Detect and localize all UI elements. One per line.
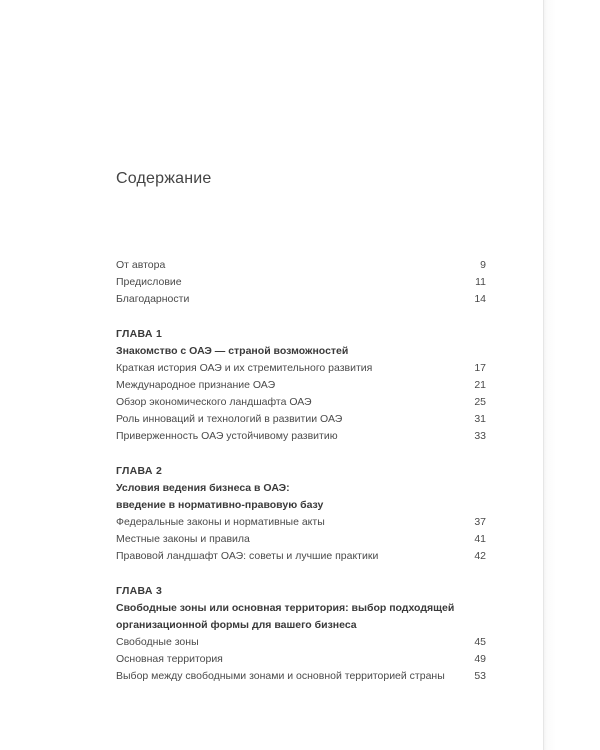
toc-entry-page: 53 [474,670,486,682]
chapter-title[interactable]: Условия ведения бизнеса в ОАЭ: введение в нормативно-правовую базу [116,482,324,511]
toc-entry-label: Благодарности [116,293,190,305]
toc-entry-page: 45 [474,636,486,648]
toc-entry-label: Выбор между свободными зонами и основной территорией страны [116,670,445,682]
toc-entry[interactable] [116,514,486,531]
toc-entry-label: Обзор экономического ландшафта ОАЭ [116,396,312,408]
chapter-1 [116,326,486,445]
toc-entry-label: От автора [116,259,166,271]
toc-entry-page: 25 [474,396,486,408]
toc-entry-label: Местные законы и правила [116,533,250,545]
chapter-2 [116,463,486,565]
toc-entry[interactable] [116,274,486,291]
toc-entry-label: Федеральные законы и нормативные акты [116,516,325,528]
toc-entry-page: 37 [474,516,486,528]
toc-entry[interactable] [116,257,486,274]
toc-entry-page: 41 [474,533,486,545]
toc-entry[interactable] [116,634,486,651]
toc-entry[interactable] [116,651,486,668]
toc-entry-label: Краткая история ОАЭ и их стремительного развития [116,362,373,374]
toc-entry-page: 21 [474,379,486,391]
chapter-label: ГЛАВА 2 [116,465,163,477]
toc-entry-page: 49 [474,653,486,665]
toc-entry-page: 42 [474,550,486,562]
toc-entry[interactable] [116,668,486,685]
toc-entry[interactable] [116,411,486,428]
toc-entry-page: 33 [474,430,486,442]
chapter-3 [116,583,486,685]
toc-entry-page: 9 [480,259,486,271]
chapter-label: ГЛАВА 3 [116,585,163,597]
chapter-label: ГЛАВА 1 [116,328,163,340]
toc-entry-page: 31 [474,413,486,425]
table-of-contents [116,257,486,685]
front-matter [116,257,486,308]
toc-entry-label: Предисловие [116,276,182,288]
toc-entry[interactable] [116,531,486,548]
toc-entry[interactable] [116,548,486,565]
toc-entry-page: 14 [474,293,486,305]
toc-entry-page: 11 [475,276,486,288]
chapter-title[interactable]: Свободные зоны или основная территория: выбор подходящей организационной формы для вашего бизнеса [116,602,455,631]
toc-entry-label: Приверженность ОАЭ устойчивому развитию [116,430,338,442]
toc-entry-label: Свободные зоны [116,636,199,648]
toc-entry-label: Международное признание ОАЭ [116,379,276,391]
page-edge-shadow [543,0,600,750]
chapter-title[interactable]: Знакомство с ОАЭ — страной возможностей [116,345,349,357]
toc-entry-label: Роль инноваций и технологий в развитии ОАЭ [116,413,343,425]
toc-entry-page: 17 [474,362,486,374]
toc-entry-label: Основная территория [116,653,223,665]
toc-entry[interactable] [116,377,486,394]
toc-entry[interactable] [116,428,486,445]
toc-title: Содержание [116,170,212,187]
toc-entry[interactable] [116,394,486,411]
toc-entry[interactable] [116,291,486,308]
toc-entry-label: Правовой ландшафт ОАЭ: советы и лучшие практики [116,550,379,562]
toc-entry[interactable] [116,360,486,377]
